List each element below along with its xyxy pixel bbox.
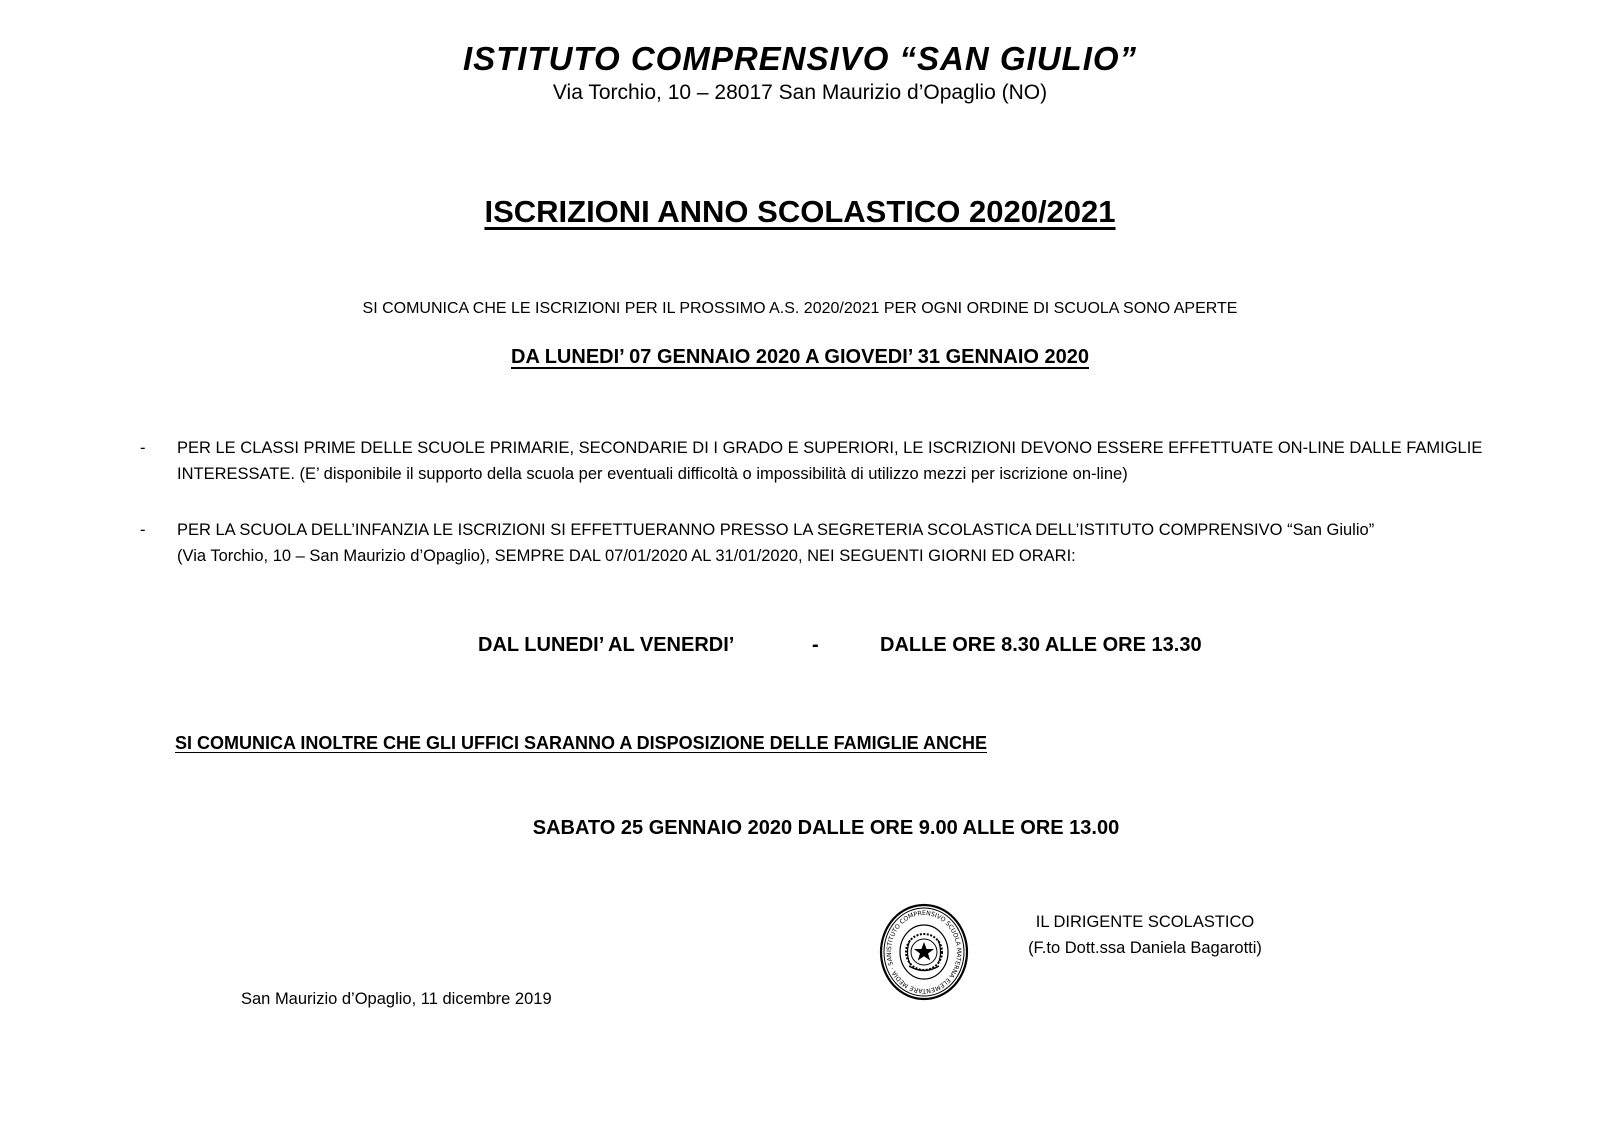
school-seal-icon [879,902,969,1002]
bullet-line: PER LE CLASSI PRIME DELLE SCUOLE PRIMARIE, SECONDARIE DI I GRADO E SUPERIORI, LE ISCRIZIONI DEVONO ESSERE EFFETTUATE ON-LINE DALLE FAMIGLIE [177,439,1483,457]
saturday-opening: SABATO 25 GENNAIO 2020 DALLE ORE 9.00 ALLE ORE 13.00 [532,817,1120,839]
seal-text: ISTITUTO COMPRENSIVO SCUOLA MATERNA ELEMENTARE MEDIA · SAN [885,909,963,995]
enrollment-dates: DA LUNEDI’ 07 GENNAIO 2020 A GIOVEDI’ 31 GENNAIO 2020 [511,346,1089,368]
bullet-dash: - [140,521,146,539]
bullet-primary-schools [140,435,1520,487]
place-and-date: San Maurizio d’Opaglio, 11 dicembre 2019 [241,990,552,1008]
document-title: ISCRIZIONI ANNO SCOLASTICO 2020/2021 [484,194,1116,229]
signature-role: IL DIRIGENTE SCOLASTICO [1035,913,1255,931]
signature-name: (F.to Dott.ssa Daniela Bagarotti) [1028,939,1262,957]
hours-days: DAL LUNEDI’ AL VENERDI’ [478,634,735,656]
bullet-line: PER LA SCUOLA DELL’INFANZIA LE ISCRIZIONI SI EFFETTUERANNO PRESSO LA SEGRETERIA SCOLASTICA DELL’ISTITUTO COMPRENSIVO “San Giulio” [177,521,1375,539]
bullet-line: INTERESSATE. (E’ disponibile il supporto della scuola per eventuali difficoltà o impossibilità di utilizzo mezzi per iscrizione on-line) [177,465,1128,483]
intro-text: SI COMUNICA CHE LE ISCRIZIONI PER IL PROSSIMO A.S. 2020/2021 PER OGNI ORDINE DI SCUOLA SONO APERTE [362,300,1238,317]
school-address: Via Torchio, 10 – 28017 San Maurizio d’Opaglio (NO) [552,81,1048,104]
hours-time: DALLE ORE 8.30 ALLE ORE 13.30 [880,634,1202,656]
additional-notice: SI COMUNICA INOLTRE CHE GLI UFFICI SARANNO A DISPOSIZIONE DELLE FAMIGLIE ANCHE [175,733,988,753]
bullet-line: (Via Torchio, 10 – San Maurizio d’Opaglio), SEMPRE DAL 07/01/2020 AL 31/01/2020, NEI SEGUENTI GIORNI ED ORARI: [177,547,1076,565]
hours-separator: - [812,634,819,656]
school-name: ISTITUTO COMPRENSIVO “SAN GIULIO” [462,40,1138,77]
svg-text:ISTITUTO COMPRENSIVO SCUOLA MA [879,902,962,994]
bullet-infancy-school [140,517,1520,569]
bullet-dash: - [140,439,146,457]
